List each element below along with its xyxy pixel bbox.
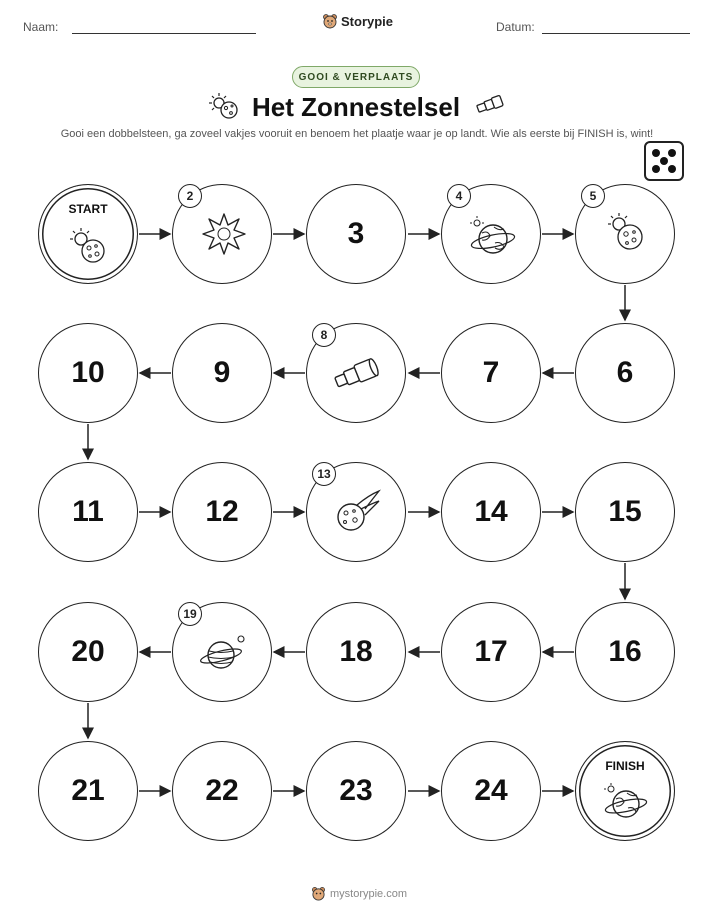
sun-moon-icon [67,227,109,265]
footer-url[interactable]: mystorypie.com [330,887,408,900]
cell-number: 6 [616,356,634,389]
cell-number: 7 [482,356,500,389]
cell-number: 17 [474,635,508,668]
date-label: Datum: [496,20,535,34]
cell-number: 11 [72,495,104,528]
cell-number-chip: 19 [178,602,202,626]
cell-number: 22 [205,774,239,807]
start-label: START [68,202,108,216]
earth-icon [468,215,516,257]
cell-number: 16 [608,635,642,668]
cell-8 [306,323,406,423]
cell-18 [306,602,406,702]
cell-16 [575,602,675,702]
cell-number-chip: 13 [312,462,336,486]
cell-number: 14 [474,495,508,528]
cell-9 [172,323,272,423]
cell-10 [38,323,138,423]
cell-number: 3 [347,217,365,250]
star-icon [201,211,247,257]
cell-finish [575,741,675,841]
telescope-icon [331,356,383,392]
cell-number: 23 [339,774,373,807]
cell-2 [172,184,272,284]
cell-number: 12 [205,495,239,528]
cell-6 [575,323,675,423]
cell-12 [172,462,272,562]
cell-number: 24 [474,774,508,807]
cell-15 [575,462,675,562]
comet-icon [331,489,381,535]
ringed-planet-icon [199,631,249,677]
page-title: Het Zonnestelsel [252,92,461,122]
cell-5 [575,184,675,284]
cell-number: 20 [71,635,105,668]
cell-start [38,184,138,284]
cell-number: 9 [213,356,231,389]
cell-3 [306,184,406,284]
cell-24 [441,741,541,841]
cell-19 [172,602,272,702]
cell-11 [38,462,138,562]
sun-moon-icon [604,211,648,255]
cell-22 [172,741,272,841]
activity-badge: GOOI & VERPLAATS [292,66,420,88]
cell-number: 15 [608,495,642,528]
bear-icon [311,886,326,901]
cell-number-chip: 8 [312,323,336,347]
cell-13 [306,462,406,562]
cell-number: 21 [71,774,105,807]
earth-icon [602,782,648,822]
instructions: Gooi een dobbelsteen, ga zoveel vakjes vooruit en benoem het plaatje waar je op landt. Wie als eerste bij FINISH is, wint! [60,128,654,140]
cell-number-chip: 4 [447,184,471,208]
cell-17 [441,602,541,702]
brand-name: Storypie [341,13,394,29]
cell-14 [441,462,541,562]
footer [311,886,407,901]
cell-number: 10 [71,356,105,389]
cell-number-chip: 5 [581,184,605,208]
cell-23 [306,741,406,841]
name-label: Naam: [23,20,59,34]
finish-label: FINISH [605,759,645,773]
cell-4 [441,184,541,284]
cell-7 [441,323,541,423]
cell-number: 18 [339,635,373,668]
cell-20 [38,602,138,702]
cell-number-chip: 2 [178,184,202,208]
cell-21 [38,741,138,841]
